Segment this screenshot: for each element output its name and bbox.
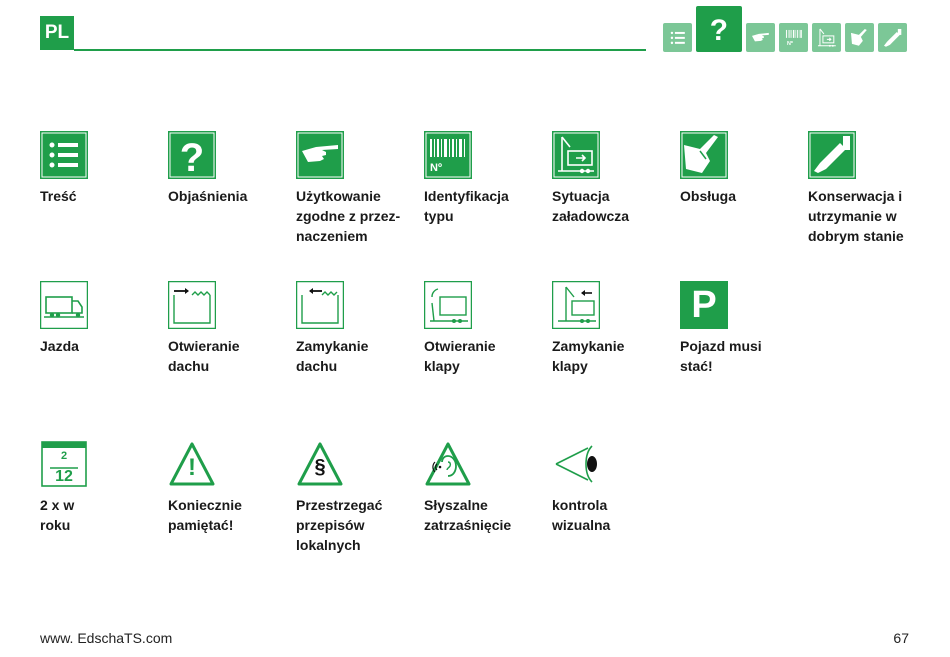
legend-item-contents (40, 131, 162, 206)
legend-item-intended-use (296, 131, 418, 246)
legend-label: 2 x w roku (40, 497, 75, 533)
svg-text:?: ? (179, 136, 205, 179)
legend-label: Słyszalne zatrzaśnięcie (424, 497, 512, 533)
tailgate-open-icon (424, 281, 472, 329)
list-icon (40, 131, 88, 179)
loading-icon (552, 131, 600, 179)
calendar-icon (40, 440, 88, 488)
footer-url: www. EdschaTS.com (40, 630, 173, 646)
legend-label: Otwieranie dachu (168, 338, 240, 374)
hearing-icon (424, 440, 472, 488)
legend-item-twice-a-year (40, 440, 162, 535)
legend-label: Zamykanie klapy (552, 338, 625, 374)
parking-icon: P (680, 281, 728, 329)
legend-item-close-roof (296, 281, 418, 376)
legend-item-loading (552, 131, 674, 226)
svg-text:Nº: Nº (786, 40, 793, 47)
barcode-icon (424, 131, 472, 179)
legend-item-visual-check (552, 440, 674, 535)
legend-label: kontrola wizualna (552, 497, 611, 533)
legend-item-open-roof (168, 281, 290, 376)
legend-label: Sytuacja załadowcza (552, 188, 630, 224)
calendar-denominator: 12 (55, 468, 73, 485)
pointing-hand-icon (296, 131, 344, 179)
legend-item-driving (40, 281, 162, 356)
maintenance-icon (808, 131, 856, 179)
legend-item-local-regulations (296, 440, 418, 555)
legend-item-important-note (168, 440, 290, 535)
legend-label: Pojazd musi stać! (680, 338, 762, 374)
warning-mark: ! (188, 454, 196, 481)
legend-item-vehicle-stationary (680, 281, 802, 376)
tailgate-close-icon (552, 281, 600, 329)
legend-label: Treść (40, 188, 77, 204)
legend-label: Objaśnienia (168, 188, 248, 204)
legend-label: Zamykanie dachu (296, 338, 369, 374)
truck-icon (40, 281, 88, 329)
regulation-icon (296, 440, 344, 488)
legend-item-operation (680, 131, 802, 206)
service-icon (680, 131, 728, 179)
legend-item-close-tailgate (552, 281, 674, 376)
svg-text:Nº: Nº (430, 162, 442, 174)
eye-icon (552, 440, 600, 488)
legend-item-type-identification (424, 131, 546, 226)
legend-label: Konserwacja i utrzymanie w dobrym stanie (808, 188, 904, 244)
roof-close-icon (296, 281, 344, 329)
legend-label: Jazda (40, 338, 79, 354)
svg-text:?: ? (709, 14, 729, 48)
paragraph-mark: § (314, 456, 326, 478)
legend-grid (40, 0, 940, 620)
legend-item-audible-click (424, 440, 546, 535)
legend-item-maintenance (808, 131, 930, 246)
legend-label: Otwieranie klapy (424, 338, 496, 374)
page-number: 67 (893, 630, 909, 646)
legend-label: Obsługa (680, 188, 737, 204)
calendar-numerator: 2 (60, 450, 68, 462)
legend-label: Przestrzegać przepisów lokalnych (296, 497, 383, 553)
warning-icon (168, 440, 216, 488)
legend-item-open-tailgate (424, 281, 546, 376)
legend-label: Użytkowanie zgodne z przez- naczeniem (296, 188, 401, 244)
question-icon (168, 131, 216, 179)
legend-label: Identyfikacja typu (424, 188, 509, 224)
legend-label: Koniecznie pamiętać! (168, 497, 242, 533)
roof-open-icon (168, 281, 216, 329)
language-badge: PL (40, 16, 74, 50)
legend-item-explanations (168, 131, 290, 206)
